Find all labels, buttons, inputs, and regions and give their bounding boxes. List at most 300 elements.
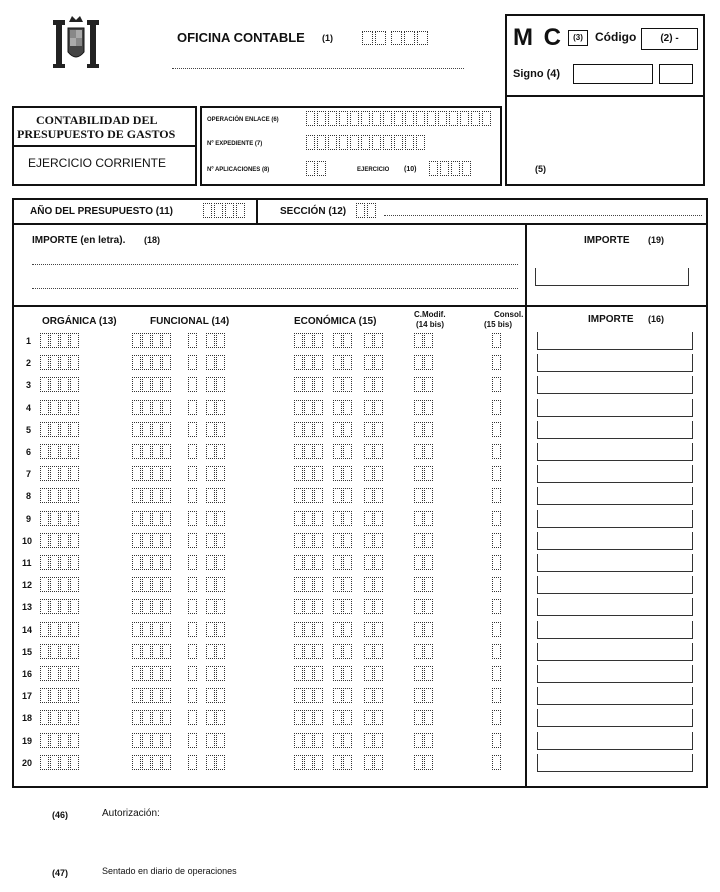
digit-cell[interactable] bbox=[216, 488, 225, 503]
consol-cells[interactable] bbox=[492, 755, 502, 770]
digit-cell[interactable] bbox=[314, 644, 323, 659]
digit-cell[interactable] bbox=[361, 135, 370, 150]
economica-cells[interactable] bbox=[294, 622, 324, 637]
digit-cell[interactable] bbox=[364, 333, 373, 348]
digit-cell[interactable] bbox=[216, 466, 225, 481]
digit-cell[interactable] bbox=[188, 355, 197, 370]
organica-cells[interactable] bbox=[40, 355, 60, 370]
funcional-cells[interactable] bbox=[206, 466, 226, 481]
digit-cell[interactable] bbox=[162, 577, 171, 592]
digit-cell[interactable] bbox=[294, 444, 303, 459]
organica-cells[interactable] bbox=[40, 622, 60, 637]
digit-cell[interactable] bbox=[374, 422, 383, 437]
economica-cells[interactable] bbox=[333, 555, 353, 570]
digit-cell[interactable] bbox=[70, 666, 79, 681]
digit-cell[interactable] bbox=[343, 444, 352, 459]
digit-cell[interactable] bbox=[314, 555, 323, 570]
digit-cell[interactable] bbox=[364, 400, 373, 415]
digit-cell[interactable] bbox=[374, 333, 383, 348]
digit-cell[interactable] bbox=[70, 710, 79, 725]
organica-cells[interactable] bbox=[40, 333, 60, 348]
organica-cells[interactable] bbox=[40, 688, 60, 703]
digit-cell[interactable] bbox=[203, 203, 212, 218]
digit-cell[interactable] bbox=[162, 355, 171, 370]
digit-cell[interactable] bbox=[225, 203, 234, 218]
digit-cell[interactable] bbox=[314, 488, 323, 503]
organica-cells[interactable] bbox=[40, 599, 60, 614]
organica-cells[interactable] bbox=[40, 488, 60, 503]
digit-cell[interactable] bbox=[333, 755, 342, 770]
funcional-cells[interactable] bbox=[206, 400, 226, 415]
digit-cell[interactable] bbox=[333, 688, 342, 703]
digit-cell[interactable] bbox=[314, 710, 323, 725]
economica-cells[interactable] bbox=[333, 422, 353, 437]
digit-cell[interactable] bbox=[162, 488, 171, 503]
digit-cell[interactable] bbox=[50, 466, 59, 481]
funcional-cells[interactable] bbox=[188, 599, 198, 614]
digit-cell[interactable] bbox=[394, 111, 403, 126]
digit-cell[interactable] bbox=[40, 622, 49, 637]
digit-cell[interactable] bbox=[294, 466, 303, 481]
digit-cell[interactable] bbox=[132, 400, 141, 415]
ejercicio-cells[interactable] bbox=[429, 161, 473, 176]
organica-cells[interactable] bbox=[40, 466, 60, 481]
digit-cell[interactable] bbox=[132, 755, 141, 770]
digit-cell[interactable] bbox=[414, 444, 423, 459]
consol-cells[interactable] bbox=[492, 377, 502, 392]
funcional-cells[interactable] bbox=[132, 733, 172, 748]
digit-cell[interactable] bbox=[374, 733, 383, 748]
digit-cell[interactable] bbox=[343, 599, 352, 614]
economica-cells[interactable] bbox=[364, 444, 384, 459]
digit-cell[interactable] bbox=[492, 511, 501, 526]
cmodif-cells[interactable] bbox=[414, 577, 434, 592]
digit-cell[interactable] bbox=[40, 533, 49, 548]
funcional-cells[interactable] bbox=[132, 755, 172, 770]
digit-cell[interactable] bbox=[364, 622, 373, 637]
digit-cell[interactable] bbox=[343, 688, 352, 703]
digit-cell[interactable] bbox=[50, 666, 59, 681]
digit-cell[interactable] bbox=[142, 444, 151, 459]
digit-cell[interactable] bbox=[142, 710, 151, 725]
funcional-cells[interactable] bbox=[206, 444, 226, 459]
digit-cell[interactable] bbox=[343, 355, 352, 370]
digit-cell[interactable] bbox=[492, 666, 501, 681]
digit-cell[interactable] bbox=[364, 466, 373, 481]
digit-cell[interactable] bbox=[492, 733, 501, 748]
digit-cell[interactable] bbox=[333, 511, 342, 526]
digit-cell[interactable] bbox=[188, 555, 197, 570]
consol-cells[interactable] bbox=[492, 733, 502, 748]
digit-cell[interactable] bbox=[50, 644, 59, 659]
digit-cell[interactable] bbox=[294, 488, 303, 503]
funcional-cells[interactable] bbox=[132, 599, 172, 614]
signo-field-2[interactable] bbox=[659, 64, 693, 84]
economica-cells[interactable] bbox=[364, 755, 384, 770]
organica-cells[interactable] bbox=[60, 377, 80, 392]
organica-cells[interactable] bbox=[40, 533, 60, 548]
digit-cell[interactable] bbox=[333, 710, 342, 725]
digit-cell[interactable] bbox=[424, 622, 433, 637]
digit-cell[interactable] bbox=[216, 555, 225, 570]
economica-cells[interactable] bbox=[294, 444, 324, 459]
economica-cells[interactable] bbox=[294, 533, 324, 548]
organica-cells[interactable] bbox=[60, 511, 80, 526]
economica-cells[interactable] bbox=[364, 688, 384, 703]
digit-cell[interactable] bbox=[343, 333, 352, 348]
digit-cell[interactable] bbox=[60, 599, 69, 614]
funcional-cells[interactable] bbox=[188, 755, 198, 770]
digit-cell[interactable] bbox=[343, 577, 352, 592]
digit-cell[interactable] bbox=[333, 377, 342, 392]
digit-cell[interactable] bbox=[162, 688, 171, 703]
digit-cell[interactable] bbox=[216, 755, 225, 770]
organica-cells[interactable] bbox=[60, 622, 80, 637]
economica-cells[interactable] bbox=[364, 466, 384, 481]
economica-cells[interactable] bbox=[333, 622, 353, 637]
digit-cell[interactable] bbox=[188, 710, 197, 725]
digit-cell[interactable] bbox=[132, 488, 141, 503]
digit-cell[interactable] bbox=[294, 333, 303, 348]
consol-cells[interactable] bbox=[492, 533, 502, 548]
funcional-cells[interactable] bbox=[188, 710, 198, 725]
economica-cells[interactable] bbox=[364, 488, 384, 503]
digit-cell[interactable] bbox=[40, 377, 49, 392]
digit-cell[interactable] bbox=[188, 400, 197, 415]
digit-cell[interactable] bbox=[60, 333, 69, 348]
digit-cell[interactable] bbox=[451, 161, 460, 176]
digit-cell[interactable] bbox=[492, 710, 501, 725]
digit-cell[interactable] bbox=[50, 755, 59, 770]
op-enlace-cells[interactable] bbox=[306, 111, 493, 126]
digit-cell[interactable] bbox=[216, 511, 225, 526]
importe16-field[interactable] bbox=[537, 376, 693, 394]
digit-cell[interactable] bbox=[314, 622, 323, 637]
funcional-cells[interactable] bbox=[206, 533, 226, 548]
cmodif-cells[interactable] bbox=[414, 511, 434, 526]
digit-cell[interactable] bbox=[343, 555, 352, 570]
digit-cell[interactable] bbox=[162, 644, 171, 659]
funcional-cells[interactable] bbox=[132, 444, 172, 459]
digit-cell[interactable] bbox=[294, 755, 303, 770]
economica-cells[interactable] bbox=[364, 599, 384, 614]
digit-cell[interactable] bbox=[427, 111, 436, 126]
digit-cell[interactable] bbox=[50, 488, 59, 503]
consol-cells[interactable] bbox=[492, 666, 502, 681]
economica-cells[interactable] bbox=[294, 666, 324, 681]
digit-cell[interactable] bbox=[364, 577, 373, 592]
digit-cell[interactable] bbox=[328, 135, 337, 150]
digit-cell[interactable] bbox=[206, 422, 215, 437]
digit-cell[interactable] bbox=[416, 111, 425, 126]
economica-cells[interactable] bbox=[364, 733, 384, 748]
digit-cell[interactable] bbox=[40, 488, 49, 503]
funcional-cells[interactable] bbox=[206, 355, 226, 370]
digit-cell[interactable] bbox=[60, 733, 69, 748]
digit-cell[interactable] bbox=[60, 444, 69, 459]
digit-cell[interactable] bbox=[162, 422, 171, 437]
digit-cell[interactable] bbox=[374, 666, 383, 681]
digit-cell[interactable] bbox=[132, 333, 141, 348]
digit-cell[interactable] bbox=[367, 203, 376, 218]
digit-cell[interactable] bbox=[294, 355, 303, 370]
digit-cell[interactable] bbox=[424, 710, 433, 725]
organica-cells[interactable] bbox=[60, 755, 80, 770]
economica-cells[interactable] bbox=[333, 377, 353, 392]
digit-cell[interactable] bbox=[60, 466, 69, 481]
digit-cell[interactable] bbox=[492, 688, 501, 703]
digit-cell[interactable] bbox=[50, 533, 59, 548]
economica-cells[interactable] bbox=[333, 599, 353, 614]
organica-cells[interactable] bbox=[40, 377, 60, 392]
organica-cells[interactable] bbox=[60, 555, 80, 570]
economica-cells[interactable] bbox=[294, 488, 324, 503]
digit-cell[interactable] bbox=[333, 555, 342, 570]
digit-cell[interactable] bbox=[314, 688, 323, 703]
digit-cell[interactable] bbox=[414, 533, 423, 548]
digit-cell[interactable] bbox=[206, 577, 215, 592]
digit-cell[interactable] bbox=[374, 511, 383, 526]
digit-cell[interactable] bbox=[364, 644, 373, 659]
consol-cells[interactable] bbox=[492, 511, 502, 526]
digit-cell[interactable] bbox=[206, 666, 215, 681]
digit-cell[interactable] bbox=[374, 533, 383, 548]
digit-cell[interactable] bbox=[162, 533, 171, 548]
digit-cell[interactable] bbox=[152, 733, 161, 748]
digit-cell[interactable] bbox=[216, 644, 225, 659]
importe16-field[interactable] bbox=[537, 421, 693, 439]
digit-cell[interactable] bbox=[40, 400, 49, 415]
digit-cell[interactable] bbox=[152, 422, 161, 437]
economica-cells[interactable] bbox=[364, 400, 384, 415]
economica-cells[interactable] bbox=[364, 355, 384, 370]
seccion-cells[interactable] bbox=[356, 203, 378, 218]
digit-cell[interactable] bbox=[142, 622, 151, 637]
digit-cell[interactable] bbox=[60, 533, 69, 548]
digit-cell[interactable] bbox=[424, 577, 433, 592]
digit-cell[interactable] bbox=[492, 422, 501, 437]
organica-cells[interactable] bbox=[60, 533, 80, 548]
digit-cell[interactable] bbox=[424, 555, 433, 570]
importe16-field[interactable] bbox=[537, 465, 693, 483]
economica-cells[interactable] bbox=[364, 377, 384, 392]
economica-cells[interactable] bbox=[333, 511, 353, 526]
digit-cell[interactable] bbox=[216, 400, 225, 415]
digit-cell[interactable] bbox=[304, 577, 313, 592]
consol-cells[interactable] bbox=[492, 688, 502, 703]
digit-cell[interactable] bbox=[40, 710, 49, 725]
funcional-cells[interactable] bbox=[206, 755, 226, 770]
digit-cell[interactable] bbox=[162, 666, 171, 681]
funcional-cells[interactable] bbox=[188, 488, 198, 503]
digit-cell[interactable] bbox=[70, 488, 79, 503]
digit-cell[interactable] bbox=[142, 555, 151, 570]
importe16-field[interactable] bbox=[537, 643, 693, 661]
digit-cell[interactable] bbox=[343, 422, 352, 437]
funcional-cells[interactable] bbox=[188, 533, 198, 548]
digit-cell[interactable] bbox=[304, 599, 313, 614]
funcional-cells[interactable] bbox=[132, 666, 172, 681]
consol-cells[interactable] bbox=[492, 644, 502, 659]
importe16-field[interactable] bbox=[537, 554, 693, 572]
organica-cells[interactable] bbox=[40, 710, 60, 725]
digit-cell[interactable] bbox=[70, 355, 79, 370]
economica-cells[interactable] bbox=[294, 400, 324, 415]
digit-cell[interactable] bbox=[304, 733, 313, 748]
importe16-field[interactable] bbox=[537, 510, 693, 528]
organica-cells[interactable] bbox=[60, 400, 80, 415]
digit-cell[interactable] bbox=[216, 377, 225, 392]
economica-cells[interactable] bbox=[333, 400, 353, 415]
digit-cell[interactable] bbox=[70, 644, 79, 659]
digit-cell[interactable] bbox=[424, 377, 433, 392]
digit-cell[interactable] bbox=[40, 511, 49, 526]
digit-cell[interactable] bbox=[206, 710, 215, 725]
digit-cell[interactable] bbox=[424, 533, 433, 548]
digit-cell[interactable] bbox=[294, 555, 303, 570]
digit-cell[interactable] bbox=[343, 622, 352, 637]
organica-cells[interactable] bbox=[60, 577, 80, 592]
digit-cell[interactable] bbox=[60, 511, 69, 526]
funcional-cells[interactable] bbox=[188, 333, 198, 348]
digit-cell[interactable] bbox=[424, 733, 433, 748]
economica-cells[interactable] bbox=[294, 733, 324, 748]
digit-cell[interactable] bbox=[304, 355, 313, 370]
digit-cell[interactable] bbox=[142, 511, 151, 526]
digit-cell[interactable] bbox=[142, 755, 151, 770]
digit-cell[interactable] bbox=[343, 400, 352, 415]
funcional-cells[interactable] bbox=[206, 577, 226, 592]
digit-cell[interactable] bbox=[162, 599, 171, 614]
digit-cell[interactable] bbox=[70, 377, 79, 392]
digit-cell[interactable] bbox=[304, 710, 313, 725]
organica-cells[interactable] bbox=[40, 444, 60, 459]
digit-cell[interactable] bbox=[142, 355, 151, 370]
digit-cell[interactable] bbox=[333, 577, 342, 592]
digit-cell[interactable] bbox=[142, 533, 151, 548]
cmodif-cells[interactable] bbox=[414, 644, 434, 659]
digit-cell[interactable] bbox=[471, 111, 480, 126]
digit-cell[interactable] bbox=[142, 488, 151, 503]
economica-cells[interactable] bbox=[333, 710, 353, 725]
digit-cell[interactable] bbox=[152, 666, 161, 681]
funcional-cells[interactable] bbox=[188, 355, 198, 370]
digit-cell[interactable] bbox=[424, 688, 433, 703]
digit-cell[interactable] bbox=[333, 622, 342, 637]
digit-cell[interactable] bbox=[50, 422, 59, 437]
consol-cells[interactable] bbox=[492, 599, 502, 614]
digit-cell[interactable] bbox=[188, 377, 197, 392]
funcional-cells[interactable] bbox=[188, 688, 198, 703]
digit-cell[interactable] bbox=[424, 422, 433, 437]
funcional-cells[interactable] bbox=[132, 555, 172, 570]
digit-cell[interactable] bbox=[361, 111, 370, 126]
economica-cells[interactable] bbox=[294, 755, 324, 770]
digit-cell[interactable] bbox=[424, 400, 433, 415]
digit-cell[interactable] bbox=[492, 555, 501, 570]
digit-cell[interactable] bbox=[70, 533, 79, 548]
digit-cell[interactable] bbox=[440, 161, 449, 176]
digit-cell[interactable] bbox=[414, 577, 423, 592]
funcional-cells[interactable] bbox=[132, 488, 172, 503]
cmodif-cells[interactable] bbox=[414, 710, 434, 725]
economica-cells[interactable] bbox=[333, 444, 353, 459]
digit-cell[interactable] bbox=[188, 422, 197, 437]
office-name-line[interactable] bbox=[172, 68, 464, 69]
importe16-field[interactable] bbox=[537, 487, 693, 505]
digit-cell[interactable] bbox=[50, 622, 59, 637]
digit-cell[interactable] bbox=[492, 599, 501, 614]
economica-cells[interactable] bbox=[364, 577, 384, 592]
signo-field-1[interactable] bbox=[573, 64, 653, 84]
digit-cell[interactable] bbox=[40, 577, 49, 592]
digit-cell[interactable] bbox=[40, 333, 49, 348]
economica-cells[interactable] bbox=[294, 333, 324, 348]
aplicaciones-cells[interactable] bbox=[306, 161, 328, 176]
digit-cell[interactable] bbox=[70, 622, 79, 637]
digit-cell[interactable] bbox=[50, 377, 59, 392]
funcional-cells[interactable] bbox=[132, 644, 172, 659]
digit-cell[interactable] bbox=[206, 644, 215, 659]
digit-cell[interactable] bbox=[294, 622, 303, 637]
digit-cell[interactable] bbox=[482, 111, 491, 126]
digit-cell[interactable] bbox=[50, 555, 59, 570]
economica-cells[interactable] bbox=[333, 488, 353, 503]
funcional-cells[interactable] bbox=[188, 444, 198, 459]
digit-cell[interactable] bbox=[424, 755, 433, 770]
digit-cell[interactable] bbox=[40, 644, 49, 659]
digit-cell[interactable] bbox=[162, 733, 171, 748]
digit-cell[interactable] bbox=[188, 733, 197, 748]
digit-cell[interactable] bbox=[50, 599, 59, 614]
digit-cell[interactable] bbox=[50, 355, 59, 370]
digit-cell[interactable] bbox=[50, 710, 59, 725]
consol-cells[interactable] bbox=[492, 333, 502, 348]
digit-cell[interactable] bbox=[492, 755, 501, 770]
digit-cell[interactable] bbox=[304, 466, 313, 481]
digit-cell[interactable] bbox=[132, 377, 141, 392]
digit-cell[interactable] bbox=[460, 111, 469, 126]
importe16-field[interactable] bbox=[537, 576, 693, 594]
digit-cell[interactable] bbox=[40, 555, 49, 570]
digit-cell[interactable] bbox=[206, 733, 215, 748]
digit-cell[interactable] bbox=[60, 400, 69, 415]
digit-cell[interactable] bbox=[333, 422, 342, 437]
organica-cells[interactable] bbox=[60, 710, 80, 725]
organica-cells[interactable] bbox=[60, 466, 80, 481]
cmodif-cells[interactable] bbox=[414, 533, 434, 548]
cmodif-cells[interactable] bbox=[414, 422, 434, 437]
digit-cell[interactable] bbox=[414, 555, 423, 570]
funcional-cells[interactable] bbox=[132, 355, 172, 370]
digit-cell[interactable] bbox=[40, 688, 49, 703]
digit-cell[interactable] bbox=[294, 577, 303, 592]
organica-cells[interactable] bbox=[60, 488, 80, 503]
digit-cell[interactable] bbox=[162, 755, 171, 770]
digit-cell[interactable] bbox=[343, 755, 352, 770]
digit-cell[interactable] bbox=[414, 688, 423, 703]
digit-cell[interactable] bbox=[374, 755, 383, 770]
digit-cell[interactable] bbox=[304, 533, 313, 548]
economica-cells[interactable] bbox=[364, 622, 384, 637]
digit-cell[interactable] bbox=[152, 466, 161, 481]
digit-cell[interactable] bbox=[142, 733, 151, 748]
importe16-field[interactable] bbox=[537, 621, 693, 639]
digit-cell[interactable] bbox=[364, 533, 373, 548]
digit-cell[interactable] bbox=[414, 466, 423, 481]
digit-cell[interactable] bbox=[492, 488, 501, 503]
economica-cells[interactable] bbox=[333, 666, 353, 681]
